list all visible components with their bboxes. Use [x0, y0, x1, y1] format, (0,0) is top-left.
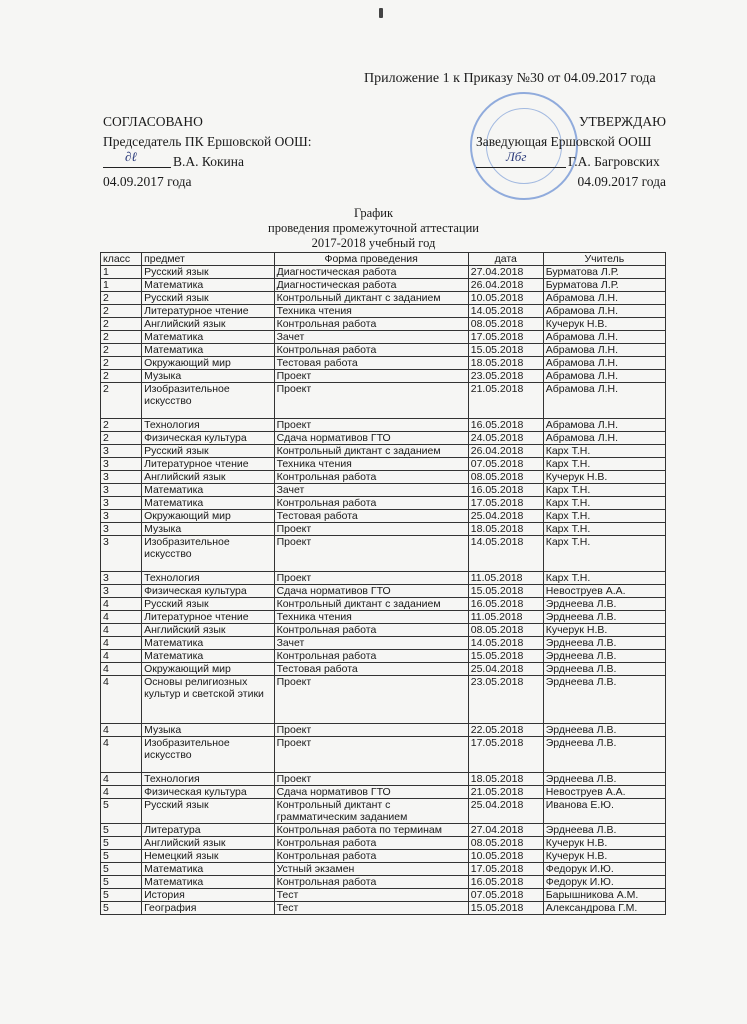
cell-subject: Русский язык	[142, 292, 275, 305]
cell-class: 4	[101, 724, 142, 737]
cell-teacher: Барышникова А.М.	[543, 889, 665, 902]
cell-date: 08.05.2018	[468, 318, 543, 331]
cell-class: 4	[101, 676, 142, 724]
cell-teacher: Абрамова Л.Н.	[543, 305, 665, 318]
cell-subject: Математика	[142, 331, 275, 344]
header-subject: предмет	[142, 253, 275, 266]
cell-class: 5	[101, 902, 142, 915]
cell-class: 3	[101, 585, 142, 598]
cell-subject: Математика	[142, 344, 275, 357]
cell-date: 25.04.2018	[468, 799, 543, 824]
cell-subject: Английский язык	[142, 471, 275, 484]
cell-subject: История	[142, 889, 275, 902]
cell-form: Тестовая работа	[274, 510, 468, 523]
agreed-label: СОГЛАСОВАНО	[103, 114, 203, 129]
cell-teacher: Александрова Г.М.	[543, 902, 665, 915]
table-row	[101, 585, 666, 598]
cell-teacher: Абрамова Л.Н.	[543, 419, 665, 432]
cell-date: 21.05.2018	[468, 786, 543, 799]
cell-teacher: Кучерук Н.В.	[543, 318, 665, 331]
cell-form: Проект	[274, 737, 468, 773]
cell-teacher: Карх Т.Н.	[543, 572, 665, 585]
cell-subject: Физическая культура	[142, 432, 275, 445]
attestation-schedule-table	[100, 252, 666, 915]
cell-subject: Математика	[142, 484, 275, 497]
cell-date: 08.05.2018	[468, 837, 543, 850]
table-row	[101, 370, 666, 383]
cell-date: 25.04.2018	[468, 663, 543, 676]
cell-subject: Изобразительное искусство	[142, 383, 275, 419]
cell-form: Тестовая работа	[274, 663, 468, 676]
cell-teacher: Эрднеева Л.В.	[543, 676, 665, 724]
cell-class: 3	[101, 523, 142, 536]
cell-teacher: Эрднеева Л.В.	[543, 737, 665, 773]
table-row	[101, 799, 666, 824]
cell-class: 5	[101, 889, 142, 902]
cell-teacher: Кучерук Н.В.	[543, 850, 665, 863]
cell-teacher: Карх Т.Н.	[543, 484, 665, 497]
table-row	[101, 637, 666, 650]
cell-teacher: Абрамова Л.Н.	[543, 357, 665, 370]
cell-date: 10.05.2018	[468, 850, 543, 863]
cell-teacher: Кучерук Н.В.	[543, 471, 665, 484]
table-row	[101, 863, 666, 876]
cell-teacher: Карх Т.Н.	[543, 497, 665, 510]
cell-date: 17.05.2018	[468, 737, 543, 773]
cell-class: 2	[101, 344, 142, 357]
table-row	[101, 292, 666, 305]
cell-class: 2	[101, 383, 142, 419]
cell-subject: Английский язык	[142, 624, 275, 637]
table-row	[101, 419, 666, 432]
title-line-1: График	[353, 206, 394, 220]
cell-subject: Русский язык	[142, 266, 275, 279]
cell-form: Проект	[274, 523, 468, 536]
document-title	[0, 206, 747, 251]
cell-teacher: Эрднеева Л.В.	[543, 650, 665, 663]
table-row	[101, 902, 666, 915]
table-row	[101, 523, 666, 536]
cell-form: Зачет	[274, 484, 468, 497]
cell-date: 16.05.2018	[468, 419, 543, 432]
cell-teacher: Карх Т.Н.	[543, 510, 665, 523]
cell-subject: Физическая культура	[142, 786, 275, 799]
cell-class: 3	[101, 536, 142, 572]
cell-class: 3	[101, 471, 142, 484]
table-row	[101, 458, 666, 471]
cell-teacher: Абрамова Л.Н.	[543, 432, 665, 445]
cell-subject: Математика	[142, 876, 275, 889]
cell-class: 3	[101, 510, 142, 523]
cell-teacher: Эрднеева Л.В.	[543, 663, 665, 676]
cell-date: 16.05.2018	[468, 484, 543, 497]
cell-class: 5	[101, 876, 142, 889]
cell-form: Контрольный диктант с заданием	[274, 598, 468, 611]
cell-class: 5	[101, 863, 142, 876]
cell-subject: Физическая культура	[142, 585, 275, 598]
header-form: Форма проведения	[274, 253, 468, 266]
title-line-2: проведения промежуточной аттестации	[268, 221, 479, 235]
cell-teacher: Бурматова Л.Р.	[543, 279, 665, 292]
cell-form: Контрольная работа	[274, 497, 468, 510]
cell-teacher: Эрднеева Л.В.	[543, 611, 665, 624]
cell-class: 4	[101, 663, 142, 676]
cell-class: 4	[101, 650, 142, 663]
cell-subject: Музыка	[142, 523, 275, 536]
cell-subject: Изобразительное искусство	[142, 737, 275, 773]
cell-subject: Окружающий мир	[142, 663, 275, 676]
cell-date: 27.04.2018	[468, 824, 543, 837]
cell-form: Контрольная работа по терминам	[274, 824, 468, 837]
cell-class: 2	[101, 292, 142, 305]
cell-class: 1	[101, 279, 142, 292]
approved-block	[476, 112, 666, 192]
table-row	[101, 663, 666, 676]
cell-class: 5	[101, 799, 142, 824]
cell-teacher: Бурматова Л.Р.	[543, 266, 665, 279]
cell-date: 14.05.2018	[468, 305, 543, 318]
table-row	[101, 357, 666, 370]
cell-date: 17.05.2018	[468, 863, 543, 876]
cell-date: 15.05.2018	[468, 902, 543, 915]
approved-signature: Лбг	[476, 153, 566, 168]
cell-form: Техника чтения	[274, 458, 468, 471]
cell-form: Устный экзамен	[274, 863, 468, 876]
cell-form: Сдача нормативов ГТО	[274, 432, 468, 445]
cell-teacher: Федорук И.Ю.	[543, 876, 665, 889]
cell-class: 5	[101, 824, 142, 837]
cell-form: Контрольная работа	[274, 876, 468, 889]
cell-class: 4	[101, 773, 142, 786]
cell-date: 08.05.2018	[468, 471, 543, 484]
cell-teacher: Абрамова Л.Н.	[543, 370, 665, 383]
cell-class: 4	[101, 624, 142, 637]
cell-subject: Технология	[142, 773, 275, 786]
cell-class: 3	[101, 497, 142, 510]
table-row	[101, 650, 666, 663]
approved-name: Г.А. Багровских	[568, 154, 660, 169]
table-row	[101, 724, 666, 737]
cell-date: 15.05.2018	[468, 585, 543, 598]
cell-form: Тестовая работа	[274, 357, 468, 370]
cell-class: 2	[101, 357, 142, 370]
cell-teacher: Эрднеева Л.В.	[543, 773, 665, 786]
table-row	[101, 331, 666, 344]
cell-form: Диагностическая работа	[274, 279, 468, 292]
cell-form: Контрольная работа	[274, 837, 468, 850]
table-row	[101, 344, 666, 357]
cell-form: Сдача нормативов ГТО	[274, 585, 468, 598]
cell-teacher: Эрднеева Л.В.	[543, 598, 665, 611]
cell-subject: Немецкий язык	[142, 850, 275, 863]
cell-form: Проект	[274, 536, 468, 572]
cell-form: Контрольный диктант с заданием	[274, 292, 468, 305]
cell-class: 2	[101, 318, 142, 331]
cell-subject: Английский язык	[142, 837, 275, 850]
table-row	[101, 676, 666, 724]
cell-form: Контрольная работа	[274, 471, 468, 484]
cell-class: 3	[101, 458, 142, 471]
title-line-3: 2017-2018 учебный год	[311, 236, 436, 250]
cell-class: 3	[101, 484, 142, 497]
cell-date: 17.05.2018	[468, 497, 543, 510]
cell-subject: Математика	[142, 497, 275, 510]
appendix-note: Приложение 1 к Приказу №30 от 04.09.2017 года	[364, 71, 656, 86]
table-row	[101, 876, 666, 889]
cell-form: Контрольный диктант с грамматическим заданием	[274, 799, 468, 824]
cell-date: 23.05.2018	[468, 676, 543, 724]
cell-date: 26.04.2018	[468, 279, 543, 292]
cell-teacher: Карх Т.Н.	[543, 458, 665, 471]
cell-class: 2	[101, 305, 142, 318]
table-row	[101, 773, 666, 786]
table-row	[101, 598, 666, 611]
cell-class: 2	[101, 370, 142, 383]
cell-teacher: Эрднеева Л.В.	[543, 724, 665, 737]
cell-subject: Русский язык	[142, 799, 275, 824]
cell-teacher: Иванова Е.Ю.	[543, 799, 665, 824]
cell-form: Техника чтения	[274, 611, 468, 624]
cell-teacher: Эрднеева Л.В.	[543, 637, 665, 650]
cell-date: 27.04.2018	[468, 266, 543, 279]
cell-date: 24.05.2018	[468, 432, 543, 445]
cell-date: 17.05.2018	[468, 331, 543, 344]
cell-date: 26.04.2018	[468, 445, 543, 458]
cell-subject: Литературное чтение	[142, 458, 275, 471]
cell-class: 4	[101, 637, 142, 650]
cell-form: Зачет	[274, 331, 468, 344]
cell-class: 4	[101, 786, 142, 799]
cell-teacher: Абрамова Л.Н.	[543, 383, 665, 419]
cell-form: Контрольная работа	[274, 344, 468, 357]
cell-teacher: Абрамова Л.Н.	[543, 344, 665, 357]
cell-subject: Русский язык	[142, 445, 275, 458]
cell-subject: Технология	[142, 419, 275, 432]
cell-subject: Математика	[142, 863, 275, 876]
table-row	[101, 510, 666, 523]
cell-form: Проект	[274, 370, 468, 383]
cell-date: 25.04.2018	[468, 510, 543, 523]
cell-date: 11.05.2018	[468, 611, 543, 624]
cell-subject: Литература	[142, 824, 275, 837]
cell-form: Проект	[274, 773, 468, 786]
table-row	[101, 572, 666, 585]
table-row	[101, 318, 666, 331]
cell-subject: География	[142, 902, 275, 915]
cell-form: Проект	[274, 724, 468, 737]
cell-subject: Литературное чтение	[142, 611, 275, 624]
table-row	[101, 611, 666, 624]
header-class: класс	[101, 253, 142, 266]
header-teacher: Учитель	[543, 253, 665, 266]
agreed-signature: ∂ℓ	[103, 153, 171, 168]
table-row	[101, 824, 666, 837]
approved-signature-row	[476, 149, 666, 172]
table-row	[101, 536, 666, 572]
table-row	[101, 279, 666, 292]
cell-form: Диагностическая работа	[274, 266, 468, 279]
cell-class: 2	[101, 432, 142, 445]
table-row	[101, 737, 666, 773]
cell-teacher: Кучерук Н.В.	[543, 837, 665, 850]
cell-subject: Литературное чтение	[142, 305, 275, 318]
cell-date: 18.05.2018	[468, 357, 543, 370]
cell-subject: Технология	[142, 572, 275, 585]
cell-teacher: Федорук И.Ю.	[543, 863, 665, 876]
cell-teacher: Абрамова Л.Н.	[543, 331, 665, 344]
cell-date: 21.05.2018	[468, 383, 543, 419]
approved-date: 04.09.2017 года	[577, 174, 666, 189]
cell-form: Контрольная работа	[274, 650, 468, 663]
agreed-name: В.А. Кокина	[173, 154, 244, 169]
cell-date: 10.05.2018	[468, 292, 543, 305]
table-row	[101, 471, 666, 484]
header-date: дата	[468, 253, 543, 266]
agreed-date: 04.09.2017 года	[103, 174, 192, 189]
scan-speck	[379, 8, 383, 18]
cell-form: Проект	[274, 572, 468, 585]
cell-subject: Музыка	[142, 724, 275, 737]
cell-class: 5	[101, 837, 142, 850]
cell-date: 08.05.2018	[468, 624, 543, 637]
cell-teacher: Кучерук Н.В.	[543, 624, 665, 637]
cell-class: 4	[101, 611, 142, 624]
cell-form: Сдача нормативов ГТО	[274, 786, 468, 799]
cell-form: Контрольная работа	[274, 624, 468, 637]
cell-date: 14.05.2018	[468, 536, 543, 572]
cell-date: 18.05.2018	[468, 523, 543, 536]
cell-form: Техника чтения	[274, 305, 468, 318]
cell-form: Тест	[274, 902, 468, 915]
cell-class: 5	[101, 850, 142, 863]
agreed-position: Председатель ПК Ершовской ООШ:	[103, 134, 312, 149]
cell-teacher: Невоструев А.А.	[543, 786, 665, 799]
table-row	[101, 786, 666, 799]
cell-form: Проект	[274, 676, 468, 724]
table-row	[101, 624, 666, 637]
cell-date: 23.05.2018	[468, 370, 543, 383]
cell-date: 16.05.2018	[468, 876, 543, 889]
cell-teacher: Карх Т.Н.	[543, 536, 665, 572]
cell-date: 14.05.2018	[468, 637, 543, 650]
cell-class: 4	[101, 737, 142, 773]
cell-class: 4	[101, 598, 142, 611]
cell-subject: Музыка	[142, 370, 275, 383]
table-row	[101, 497, 666, 510]
cell-date: 15.05.2018	[468, 344, 543, 357]
table-row	[101, 850, 666, 863]
cell-date: 22.05.2018	[468, 724, 543, 737]
cell-class: 2	[101, 419, 142, 432]
cell-form: Контрольная работа	[274, 850, 468, 863]
cell-subject: Английский язык	[142, 318, 275, 331]
table-row	[101, 889, 666, 902]
cell-teacher: Абрамова Л.Н.	[543, 292, 665, 305]
cell-subject: Математика	[142, 279, 275, 292]
cell-subject: Русский язык	[142, 598, 275, 611]
cell-form: Контрольный диктант с заданием	[274, 445, 468, 458]
agreed-block	[103, 112, 311, 192]
cell-date: 07.05.2018	[468, 458, 543, 471]
cell-date: 16.05.2018	[468, 598, 543, 611]
cell-class: 3	[101, 572, 142, 585]
cell-date: 18.05.2018	[468, 773, 543, 786]
cell-class: 1	[101, 266, 142, 279]
table-row	[101, 837, 666, 850]
cell-teacher: Эрднеева Л.В.	[543, 824, 665, 837]
cell-teacher: Карх Т.Н.	[543, 523, 665, 536]
table-row	[101, 266, 666, 279]
cell-subject: Математика	[142, 637, 275, 650]
table-row	[101, 484, 666, 497]
cell-subject: Окружающий мир	[142, 510, 275, 523]
cell-date: 07.05.2018	[468, 889, 543, 902]
cell-form: Проект	[274, 383, 468, 419]
table-row	[101, 432, 666, 445]
cell-teacher: Карх Т.Н.	[543, 445, 665, 458]
cell-class: 2	[101, 331, 142, 344]
cell-subject: Основы религиозных культур и светской этики	[142, 676, 275, 724]
cell-form: Тест	[274, 889, 468, 902]
table-row	[101, 383, 666, 419]
cell-form: Контрольная работа	[274, 318, 468, 331]
cell-class: 3	[101, 445, 142, 458]
cell-date: 15.05.2018	[468, 650, 543, 663]
cell-subject: Изобразительное искусство	[142, 536, 275, 572]
cell-subject: Окружающий мир	[142, 357, 275, 370]
cell-teacher: Невоструев А.А.	[543, 585, 665, 598]
table-row	[101, 305, 666, 318]
cell-form: Зачет	[274, 637, 468, 650]
approved-label: УТВЕРЖДАЮ	[578, 114, 666, 129]
approved-position: Заведующая Ершовской ООШ	[476, 134, 652, 149]
table-row	[101, 445, 666, 458]
cell-form: Проект	[274, 419, 468, 432]
agreed-signature-row	[103, 149, 311, 172]
cell-subject: Математика	[142, 650, 275, 663]
cell-date: 11.05.2018	[468, 572, 543, 585]
table-header-row	[101, 253, 666, 266]
